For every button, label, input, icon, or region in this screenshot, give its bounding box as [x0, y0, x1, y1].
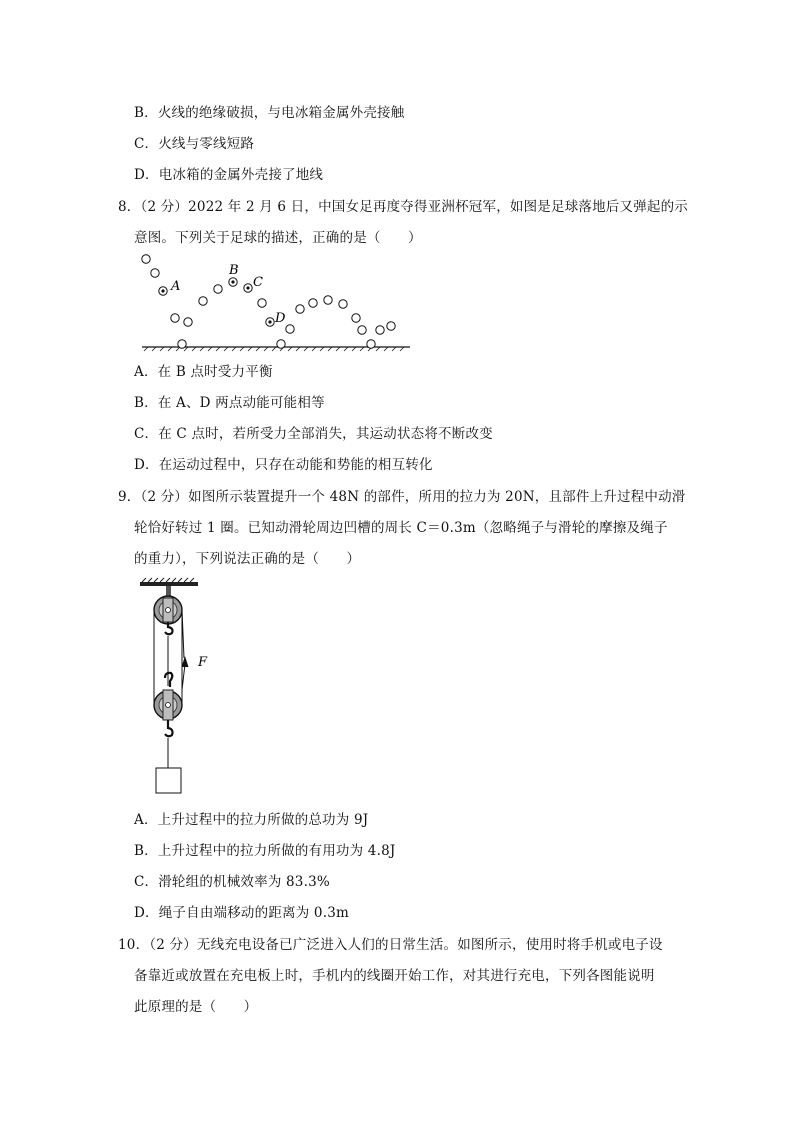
movable-pulley — [154, 673, 182, 768]
q9-option-c: C．滑轮组的机械效率为 83.3% — [134, 874, 330, 890]
q10-stem-line-2: 备靠近或放置在充电板上时，手机内的线圈开始工作，对其进行充电，下列各图能说明 — [134, 968, 655, 984]
label-b: B — [229, 263, 239, 278]
q8-stem-line-1: 8．（2 分）2022 年 2 月 6 日，中国女足再度夺得亚洲杯冠军，如图是足球落地后又弹起的示 — [118, 199, 689, 215]
q10-stem-line-1: 10．（2 分）无线充电设备已广泛进入人们的日常生活。如图所示，使用时将手机或电子设 — [118, 937, 663, 953]
force-label: F — [198, 655, 208, 670]
label-d: D — [275, 311, 286, 326]
load-box — [156, 768, 181, 793]
force-arrow — [182, 656, 189, 690]
q8-option-c: C．在 C 点时，若所受力全部消失，其运动状态将不断改变 — [134, 426, 493, 442]
fixed-pulley — [154, 586, 182, 634]
q8-option-a: A．在 B 点时受力平衡 — [134, 364, 273, 380]
q8-option-b: B．在 A、D 两点动能可能相等 — [134, 395, 325, 411]
label-c: C — [253, 275, 263, 290]
q7-option-c: C．火线与零线短路 — [134, 136, 255, 152]
label-a: A — [171, 279, 181, 294]
q10-stem-line-3: 此原理的是（ ） — [134, 999, 258, 1015]
ball-positions — [142, 255, 395, 348]
q8-ball-bounce-figure — [140, 250, 415, 355]
q9-stem-line-3: 的重力），下列说法正确的是（ ） — [134, 551, 361, 567]
q8-option-d: D．在运动过程中，只存在动能和势能的相互转化 — [134, 457, 433, 473]
q9-option-b: B．上升过程中的拉力所做的有用功为 4.8J — [134, 843, 396, 859]
q9-stem-line-2: 轮恰好转过 1 圈。已知动滑轮周边凹槽的周长 C＝0.3m（忽略绳子与滑轮的摩擦及绳子 — [134, 520, 668, 536]
q7-option-b: B．火线的绝缘破损，与电冰箱金属外壳接触 — [134, 105, 405, 121]
ceiling — [140, 578, 198, 586]
q7-option-d: D．电冰箱的金属外壳接了地线 — [134, 167, 324, 183]
q9-option-d: D．绳子自由端移动的距离为 0.3m — [134, 905, 349, 921]
q9-option-a: A．上升过程中的拉力所做的总功为 9J — [134, 812, 369, 828]
q8-stem-line-2: 意图。下列关于足球的描述，正确的是（ ） — [134, 230, 422, 246]
q9-stem-line-1: 9．（2 分）如图所示装置提升一个 48N 的部件，所用的拉力为 20N，且部件上升过程中动滑 — [118, 489, 686, 505]
q9-pulley-figure — [140, 578, 230, 798]
